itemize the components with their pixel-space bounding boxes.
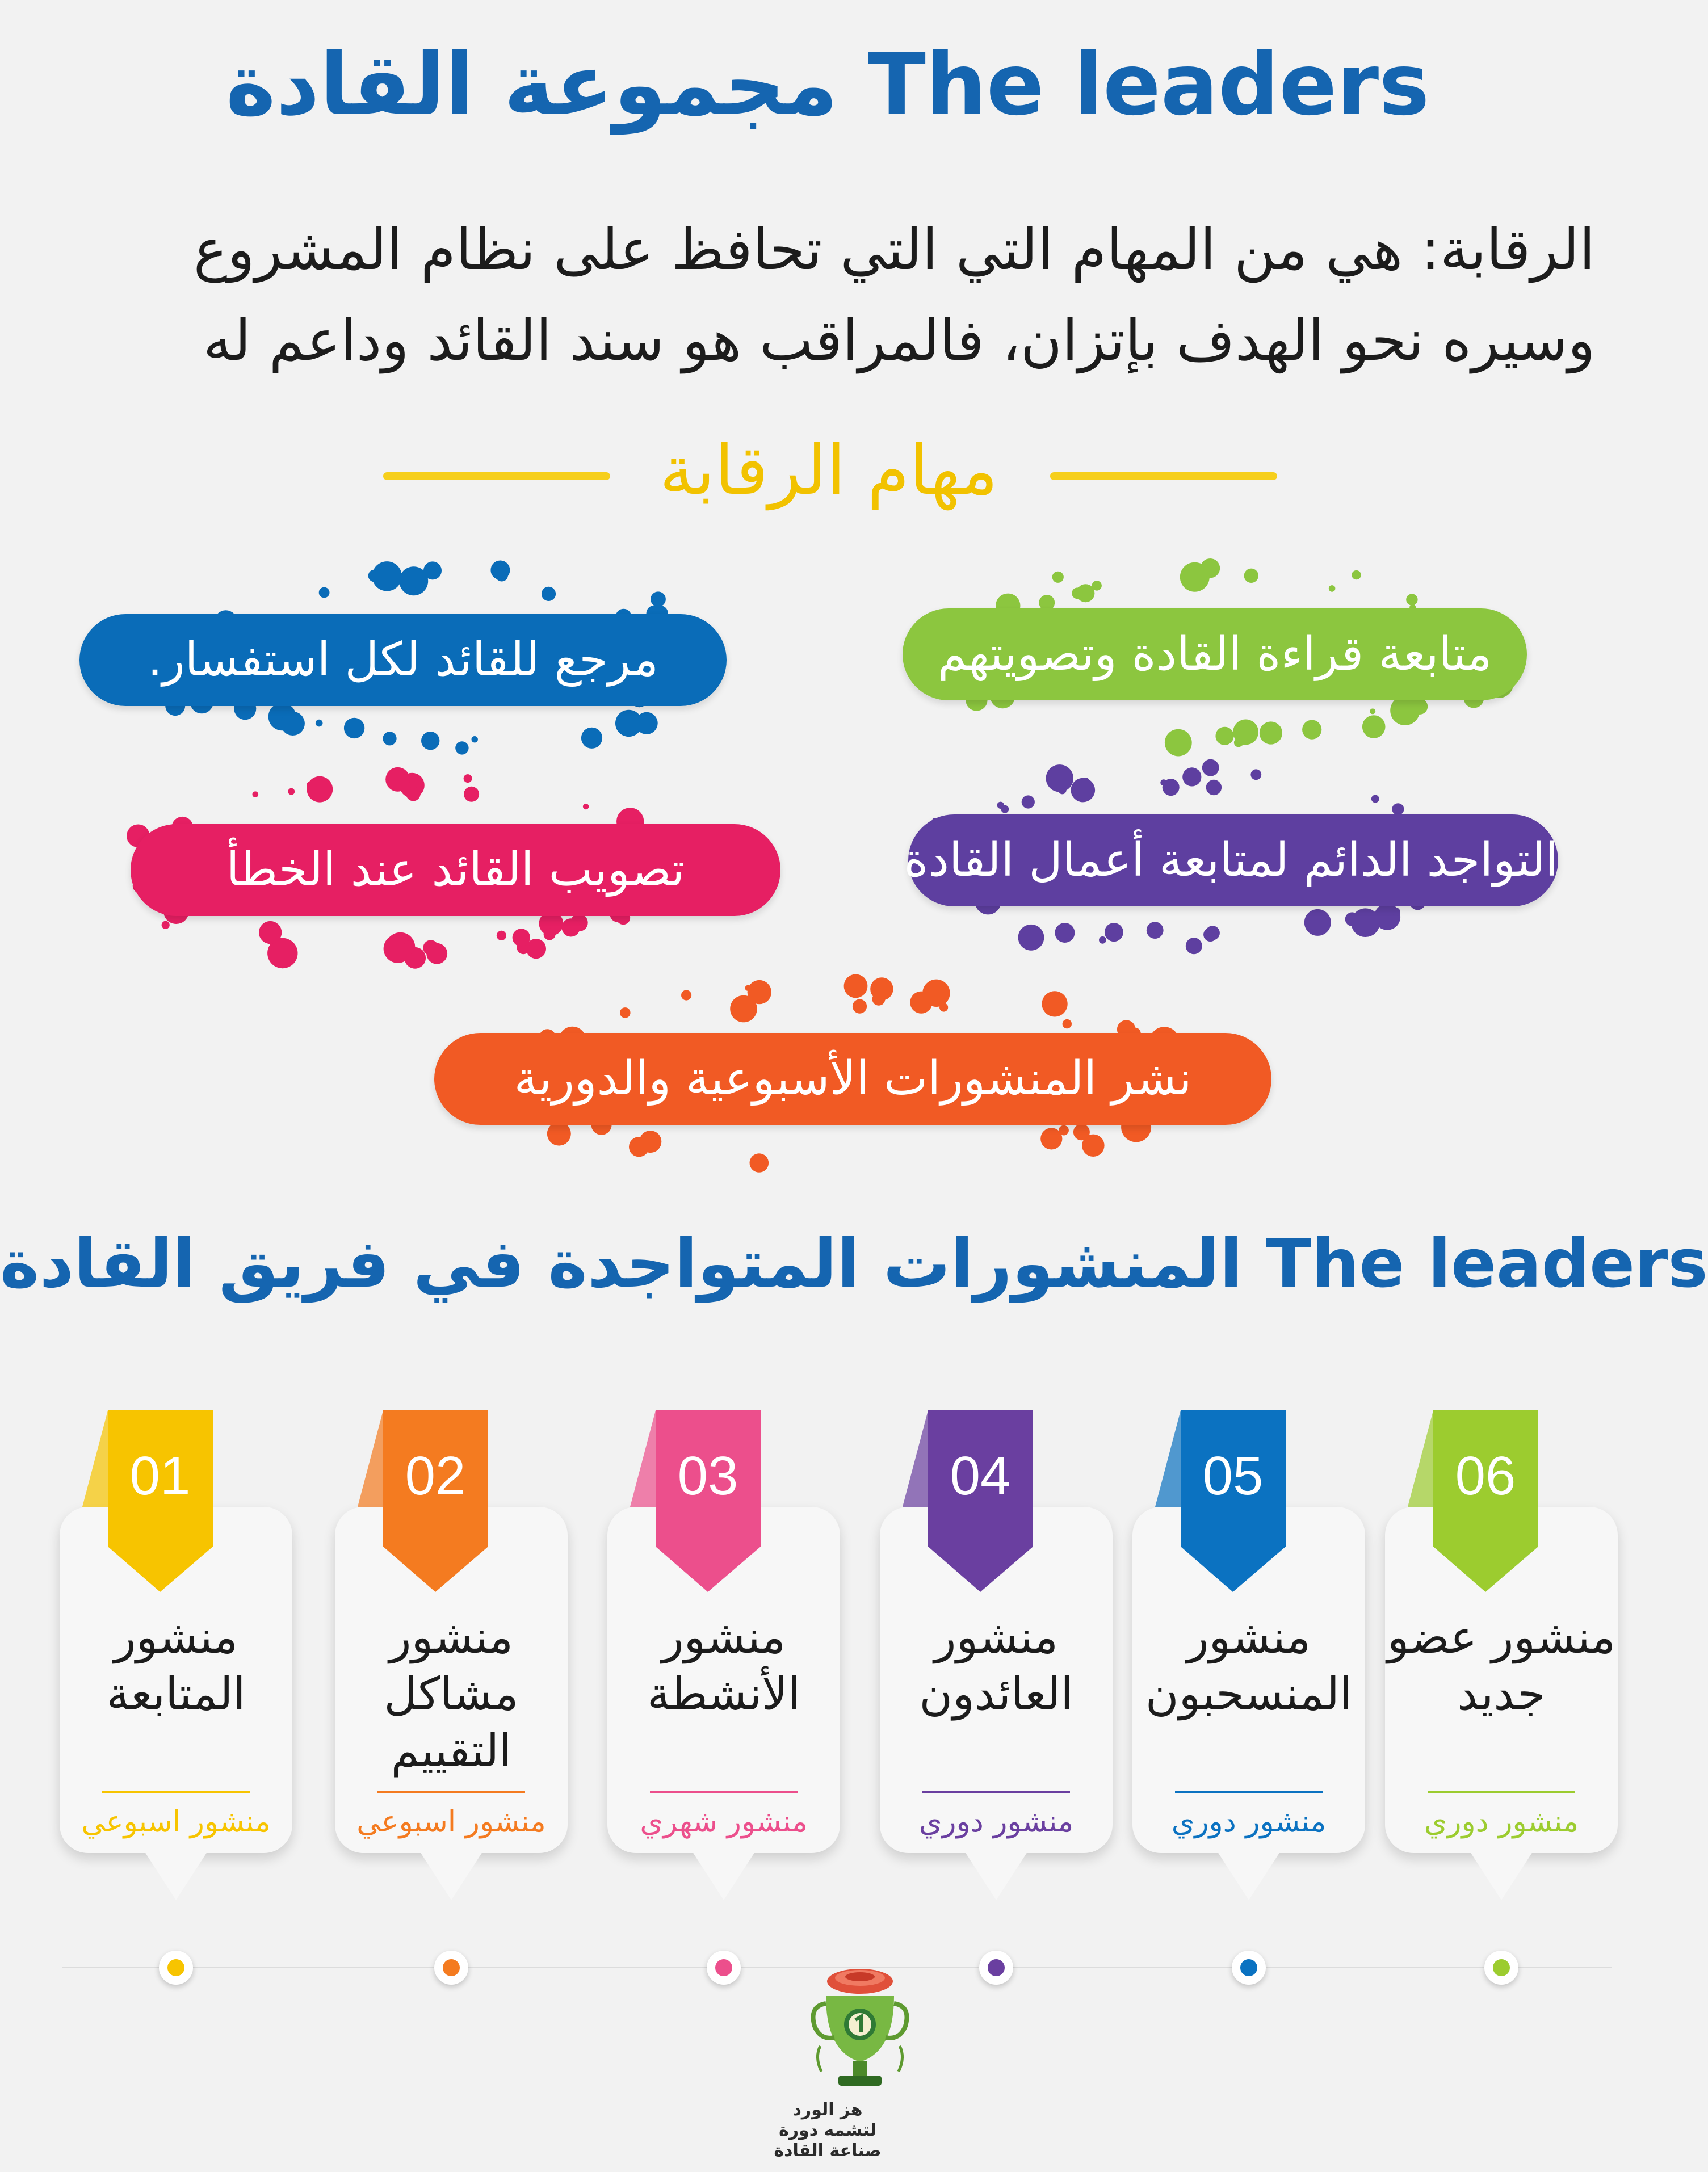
publication-divider [650,1791,798,1793]
decorative-dot [464,787,479,802]
decorative-dot [583,804,589,809]
decorative-dot [1206,780,1222,795]
decorative-dot [1040,1128,1062,1149]
publication-divider [377,1791,525,1793]
decorative-dot [1072,587,1083,599]
publication-frequency: منشور اسبوعي [356,1805,546,1839]
publication-number: 06 [1455,1446,1516,1506]
task-pill-3: التواجد الدائم لمتابعة أعمال القادة [908,814,1558,906]
page-title: مجموعة القادة The leaders [225,36,1430,135]
decorative-dot [730,995,757,1023]
decorative-dot [253,791,259,797]
decorative-dot [259,921,282,944]
logo-caption: هز الورد لتشمه دورة صناعة القادة [774,2100,882,2161]
decorative-dot [1052,572,1064,583]
decorative-dot [1362,715,1386,738]
decorative-dot [496,569,508,581]
decorative-dot [1099,936,1106,944]
decorative-dot [639,1131,661,1153]
decorative-dot [844,974,868,998]
decorative-dot [385,767,410,792]
decorative-dot [542,587,556,601]
publication-frequency: منشور اسبوعي [81,1805,271,1839]
timeline-dot [434,1951,468,1985]
decorative-dot [910,992,932,1014]
decorative-dot [408,569,427,588]
card-pointer [1470,1852,1533,1900]
publication-title: منشور المتابعة [106,1611,246,1720]
card-pointer [965,1852,1027,1900]
publication-title: منشور العائدون [919,1611,1073,1720]
task-pill-5: نشر المنشورات الأسبوعية والدورية [434,1033,1271,1125]
decorative-dot [1182,767,1201,786]
publication-frequency: منشور دوري [1424,1805,1579,1839]
timeline-dot [1232,1951,1266,1985]
decorative-dot [455,741,468,754]
decorative-dot [404,940,414,950]
decorative-dot [513,929,530,946]
decorative-dot [853,999,867,1014]
publication-divider [922,1791,1070,1793]
decorative-dot [1202,759,1219,776]
publication-title: منشور عضو جديد [1387,1611,1616,1720]
decorative-dot [620,1007,631,1018]
timeline-dot [979,1951,1013,1985]
publication-number: 03 [677,1446,738,1506]
decorative-dot [1063,1019,1072,1028]
number-ribbon [82,1410,230,1598]
decorative-dot [1352,570,1361,579]
decorative-dot [1073,1124,1090,1140]
decorative-dot [939,1003,948,1011]
timeline-dot [1484,1951,1518,1985]
publication-number: 02 [405,1446,466,1506]
decorative-dot [307,776,333,803]
publication-frequency: منشور دوري [1171,1805,1327,1839]
publication-number: 05 [1202,1446,1264,1506]
card-pointer [145,1852,207,1900]
card-pointer [420,1852,482,1900]
decorative-dot [997,802,1004,809]
publication-number: 01 [129,1446,191,1506]
publication-divider [102,1791,250,1793]
decorative-dot [372,561,402,591]
publication-frequency: منشور شهري [640,1805,808,1839]
decorative-dot [562,918,580,936]
decorative-dot [1046,764,1073,792]
decorative-dot [1392,908,1400,915]
decorative-dot [1304,909,1331,936]
decorative-dot [497,931,506,940]
decorative-dot [1215,727,1233,745]
decorative-dot [1406,594,1417,605]
decorative-dot [1018,925,1044,951]
decorative-dot [1302,720,1321,740]
intro-paragraph: الرقابة: هي من المهام التي التي تحافظ على نظام المشروع وسيره نحو الهدف بإتزان، فالمراقب هو سند القائد وداعم له [193,216,1595,373]
decorative-dot [426,943,447,964]
decorative-dot [1055,923,1075,943]
decorative-dot [1371,795,1379,803]
decorative-dot [1412,699,1428,715]
number-ribbon [903,1410,1050,1598]
decorative-dot [651,591,666,607]
number-ribbon [1155,1410,1303,1598]
publication-title: منشور الأنشطة [647,1611,800,1720]
decorative-dot [319,587,330,598]
number-ribbon [630,1410,778,1598]
decorative-dot [547,1122,571,1146]
decorative-dot [1042,991,1068,1016]
decorative-dot [1329,585,1336,592]
decorative-dot [1345,912,1359,926]
task-pill-2: مرجع للقائد لكل استفسار. [79,614,727,706]
decorative-dot [1022,795,1035,808]
decorative-dot [1186,938,1202,954]
publication-number: 04 [950,1446,1011,1506]
decorative-dot [1165,729,1192,757]
publication-title: منشور المنسحبون [1145,1611,1353,1720]
decorative-dot [464,774,472,783]
decorative-dot [1392,803,1404,815]
timeline-dot [707,1951,741,1985]
decorative-dot [344,718,364,738]
decorative-dot [383,732,396,745]
task-pill-4: تصويب القائد عند الخطأ [131,824,780,916]
timeline-dot [159,1951,193,1985]
decorative-dot [316,720,323,727]
decorative-dot [288,788,295,795]
decorative-dot [472,736,478,742]
decorative-dot [1233,720,1258,745]
card-pointer [1218,1852,1280,1900]
publication-divider [1428,1791,1575,1793]
publication-divider [1175,1791,1323,1793]
decorative-dot [1250,769,1261,780]
decorative-dot [1134,1123,1147,1136]
decorative-dot [1160,779,1166,785]
decorative-dot [281,712,305,736]
decorative-dot [162,921,170,929]
decorative-dot [1147,922,1164,939]
decorative-dot [870,977,893,1000]
decorative-dot [1370,708,1375,714]
decorative-dot [681,990,691,1000]
decorative-dot [1203,928,1217,942]
trophy-logo-icon [803,1961,917,2097]
decorative-dot [581,728,602,749]
decorative-dot [1105,923,1123,942]
number-ribbon [358,1410,505,1598]
decorative-dot [406,787,420,801]
publication-title: منشور مشاكل التقييم [384,1611,519,1777]
decorative-dot [1244,569,1258,583]
decorative-dot [1071,778,1096,803]
decorative-dot [544,929,556,940]
card-pointer [693,1852,755,1900]
number-ribbon [1408,1410,1555,1598]
decorative-dot [1260,721,1282,744]
decorative-dot [615,710,642,737]
publication-frequency: منشور دوري [918,1805,1074,1839]
decorative-dot [1092,581,1102,590]
decorative-dot [1180,562,1210,592]
task-pill-1: متابعة قراءة القادة وتصويتهم [903,608,1527,700]
decorative-dot [750,1153,769,1173]
decorative-dot [421,732,439,750]
tasks-heading: مهام الرقابة [659,431,998,510]
publications-title: المنشورات المتواجدة في فريق القادة The leaders [0,1224,1708,1303]
